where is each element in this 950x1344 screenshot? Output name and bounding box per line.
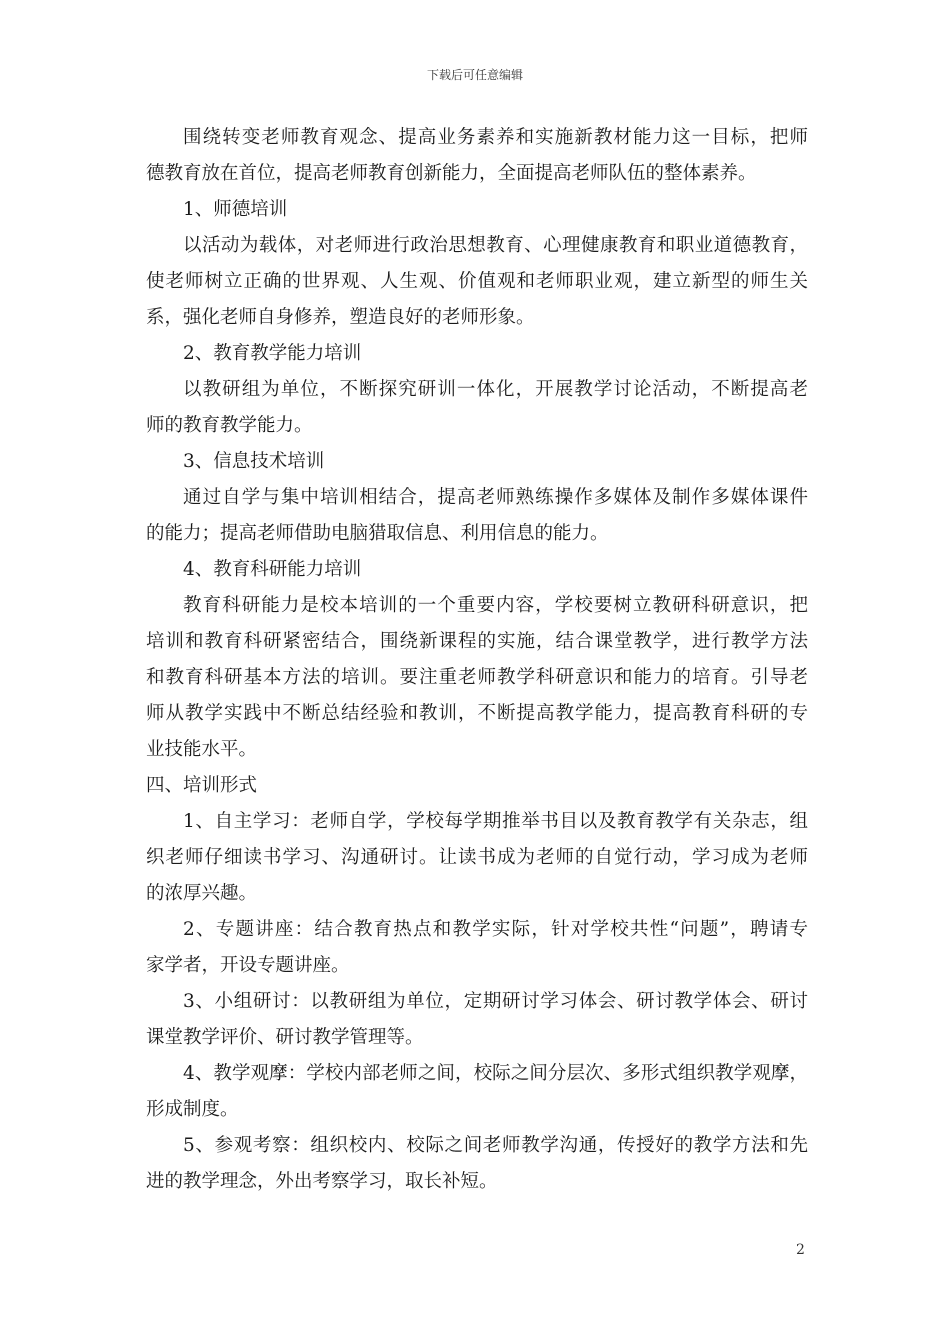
text-line: 形成制度。 — [146, 1099, 239, 1120]
text-line: 的能力；提高老师借助电脑猎取信息、利用信息的能力。 — [146, 523, 609, 544]
text-line: 2、教育教学能力培训 — [183, 343, 362, 364]
text-line: 3、小组研讨：以教研组为单位，定期研讨学习体会、研讨教学体会、研讨 — [183, 991, 808, 1012]
text-line: 围绕转变老师教育观念、提高业务素养和实施新教材能力这一目标，把师 — [183, 127, 808, 148]
text-line: 培训和教育科研紧密结合，围绕新课程的实施，结合课堂教学，进行教学方法 — [146, 631, 808, 652]
text-line: 织老师仔细读书学习、沟通研讨。让读书成为老师的自觉行动，学习成为老师 — [146, 847, 808, 868]
text-line: 2、专题讲座：结合教育热点和教学实际，针对学校共性“问题”，聘请专 — [183, 919, 808, 940]
text-line: 1、师德培训 — [183, 199, 288, 220]
text-line: 德教育放在首位，提高老师教育创新能力，全面提高老师队伍的整体素养。 — [146, 163, 757, 184]
text-line: 师的教育教学能力。 — [146, 415, 313, 436]
text-line: 进的教学理念，外出考察学习，取长补短。 — [146, 1171, 498, 1192]
text-line: 通过自学与集中培训相结合，提高老师熟练操作多媒体及制作多媒体课件 — [183, 487, 808, 508]
text-line: 4、教学观摩：学校内部老师之间，校际之间分层次、多形式组织教学观摩， — [183, 1063, 808, 1084]
text-line: 5、参观考察：组织校内、校际之间老师教学沟通，传授好的教学方法和先 — [183, 1135, 808, 1156]
text-line: 的浓厚兴趣。 — [146, 883, 258, 904]
text-line: 教育科研能力是校本培训的一个重要内容，学校要树立教研科研意识，把 — [183, 595, 808, 616]
text-line: 和教育科研基本方法的培训。要注重老师教学科研意识和能力的培育。引导老 — [146, 667, 808, 688]
page-header: 下载后可任意编辑 — [426, 68, 523, 82]
text-line: 系，强化老师自身修养，塑造良好的老师形象。 — [146, 307, 535, 328]
text-line: 四、培训形式 — [146, 775, 258, 796]
text-line: 4、教育科研能力培训 — [183, 559, 362, 580]
text-line: 师从教学实践中不断总结经验和教训，不断提高教学能力，提高教育科研的专 — [146, 703, 808, 724]
page-number: 2 — [796, 1242, 805, 1258]
text-line: 使老师树立正确的世界观、人生观、价值观和老师职业观，建立新型的师生关 — [146, 271, 808, 292]
text-line: 课堂教学评价、研讨教学管理等。 — [146, 1027, 424, 1048]
text-line: 1、自主学习：老师自学，学校每学期推举书目以及教育教学有关杂志，组 — [183, 811, 808, 832]
text-line: 家学者，开设专题讲座。 — [146, 955, 350, 976]
text-line: 业技能水平。 — [146, 739, 258, 760]
text-line: 3、信息技术培训 — [183, 451, 325, 472]
text-line: 以活动为载体，对老师进行政治思想教育、心理健康教育和职业道德教育， — [183, 235, 808, 256]
text-line: 以教研组为单位，不断探究研训一体化，开展教学讨论活动，不断提高老 — [183, 379, 808, 400]
document-body — [146, 120, 808, 1200]
